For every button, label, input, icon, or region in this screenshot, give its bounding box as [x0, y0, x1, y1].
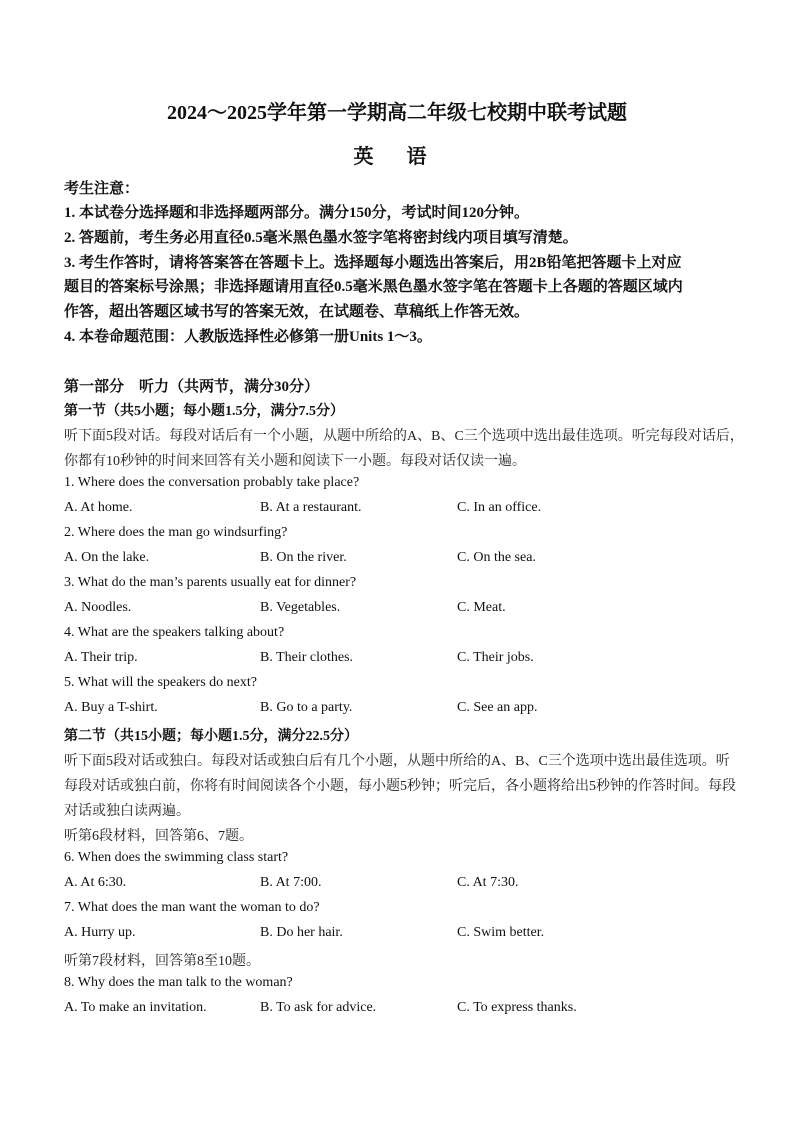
question-text: 1. Where does the conversation probably take place?: [64, 475, 360, 490]
section1-heading: 第一节（共5小题；每小题1.5分，满分7.5分）: [64, 404, 344, 419]
option-b: B. At 7:00.: [260, 875, 322, 890]
option-a: A. Their trip.: [64, 650, 138, 665]
notice-item: 题目的答案标号涂黑；非选择题请用直径0.5毫米黑色墨水签字笔在答题卡上各题的答题区域内: [64, 279, 683, 295]
subject-title: 英 语: [353, 146, 441, 168]
part1-heading: 第一部分 听力（共两节，满分30分）: [64, 379, 320, 395]
question-text: 2. Where does the man go windsurfing?: [64, 525, 288, 540]
option-c: C. In an office.: [457, 500, 542, 515]
section2-instruction: 听下面5段对话或独白。每段对话或独白后有几个小题，从题中所给的A、B、C三个选项中选出最佳选项。听: [64, 754, 730, 769]
option-b: B. On the river.: [260, 550, 347, 565]
option-c: C. See an app.: [457, 700, 538, 715]
option-a: A. To make an invitation.: [64, 1000, 207, 1015]
notice-item: 4. 本卷命题范围：人教版选择性必修第一册Units 1～3。: [64, 329, 432, 345]
notice-heading: 考生注意：: [64, 181, 140, 197]
option-c: C. Their jobs.: [457, 650, 534, 665]
option-b: B. At a restaurant.: [260, 500, 362, 515]
question-text: 5. What will the speakers do next?: [64, 675, 257, 690]
question-text: 3. What do the man’s parents usually eat for dinner?: [64, 575, 357, 590]
material-note: 听第7段材料，回答第8至10题。: [64, 954, 260, 969]
option-a: A. At home.: [64, 500, 133, 515]
question-text: 4. What are the speakers talking about?: [64, 625, 285, 640]
section2-instruction: 对话或独白读两遍。: [64, 804, 190, 819]
option-a: A. At 6:30.: [64, 875, 127, 890]
option-a: A. On the lake.: [64, 550, 150, 565]
option-c: C. Swim better.: [457, 925, 545, 940]
option-c: C. Meat.: [457, 600, 506, 615]
option-b: B. Do her hair.: [260, 925, 343, 940]
exam-title: 2024～2025学年第一学期高二年级七校期中联考试题: [167, 102, 627, 124]
option-a: A. Hurry up.: [64, 925, 136, 940]
section2-instruction: 每段对话或独白前，你将有时间阅读各个小题，每小题5秒钟；听完后，各小题将给出5秒钟的作答时间。每段: [64, 779, 736, 794]
notice-item: 作答，超出答题区域书写的答案无效，在试题卷、草稿纸上作答无效。: [64, 304, 530, 320]
question-text: 8. Why does the man talk to the woman?: [64, 975, 293, 990]
question-text: 7. What does the man want the woman to do?: [64, 900, 320, 915]
section1-instruction: 你都有10秒钟的时间来回答有关小题和阅读下一小题。每段对话仅读一遍。: [64, 454, 526, 469]
notice-item: 1. 本试卷分选择题和非选择题两部分。满分150分，考试时间120分钟。: [64, 205, 530, 221]
question-text: 6. When does the swimming class start?: [64, 850, 289, 865]
section2-heading: 第二节（共15小题；每小题1.5分，满分22.5分）: [64, 729, 358, 744]
option-c: C. To express thanks.: [457, 1000, 577, 1015]
option-c: C. On the sea.: [457, 550, 536, 565]
option-c: C. At 7:30.: [457, 875, 519, 890]
section1-instruction: 听下面5段对话。每段对话后有一个小题，从题中所给的A、B、C三个选项中选出最佳选项。听完每段对话后，: [64, 429, 744, 444]
notice-item: 2. 答题前，考生务必用直径0.5毫米黑色墨水签字笔将密封线内项目填写清楚。: [64, 230, 578, 246]
option-b: B. Their clothes.: [260, 650, 354, 665]
material-note: 听第6段材料，回答第6、7题。: [64, 829, 253, 844]
option-a: A. Noodles.: [64, 600, 132, 615]
option-b: B. Vegetables.: [260, 600, 341, 615]
option-a: A. Buy a T-shirt.: [64, 700, 158, 715]
option-b: B. Go to a party.: [260, 700, 353, 715]
option-b: B. To ask for advice.: [260, 1000, 377, 1015]
notice-item: 3. 考生作答时，请将答案答在答题卡上。选择题每小题选出答案后，用2B铅笔把答题卡上对应: [64, 255, 682, 271]
